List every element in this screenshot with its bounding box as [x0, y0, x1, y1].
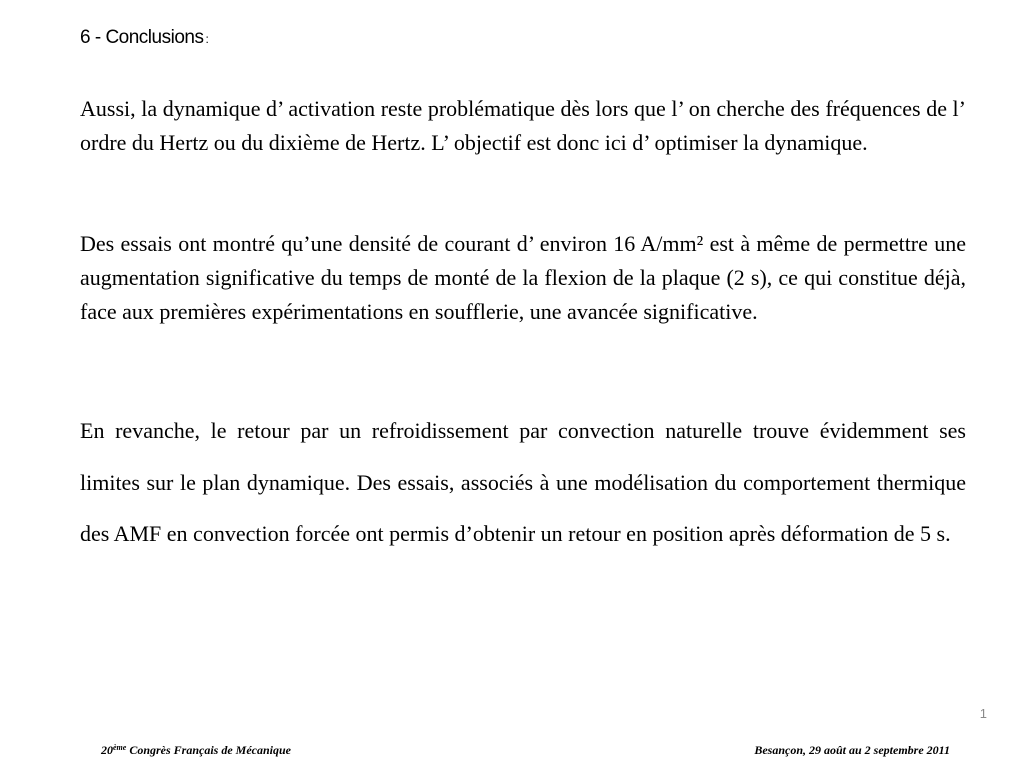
footer-conference-title: Congrès Français de Mécanique	[126, 743, 292, 757]
paragraph-cooling-return: En revanche, le retour par un refroidissement par convection naturelle trouve évidemment ses limites sur le plan dynamique. Des essais, associés à une modélisation du comportement thermique des AMF en convection forcée ont permis d’obtenir un retour en position après déformation de 5 s.	[80, 418, 966, 546]
section-heading	[80, 27, 208, 49]
paragraph-current-density-tests: Des essais ont montré qu’une densité de courant d’ environ 16 A/mm² est à même de permettre une augmentation significative du temps de monté de la flexion de la plaque (2 s), ce qui constitue déjà, face aux premières expérimentations en soufflerie, une avancée significative.	[80, 231, 966, 324]
footer-conference-ordinal: 20	[101, 743, 113, 757]
footer-conference-ordinal-suffix: ème	[113, 743, 127, 752]
section-heading-text: 6 - Conclusions	[80, 27, 204, 48]
slide-number: 1	[979, 706, 987, 721]
footer-conference-name	[101, 743, 291, 758]
section-heading-colon: :	[205, 32, 209, 46]
footer-conference-location-date: Besançon, 29 août au 2 septembre 2011	[754, 743, 950, 757]
paragraph-activation-dynamics: Aussi, la dynamique d’ activation reste problématique dès lors que l’ on cherche des fréquences de l’ ordre du Hertz ou du dixième de Hertz. L’ objectif est donc ici d’ optimiser la dynamique.	[80, 96, 966, 155]
